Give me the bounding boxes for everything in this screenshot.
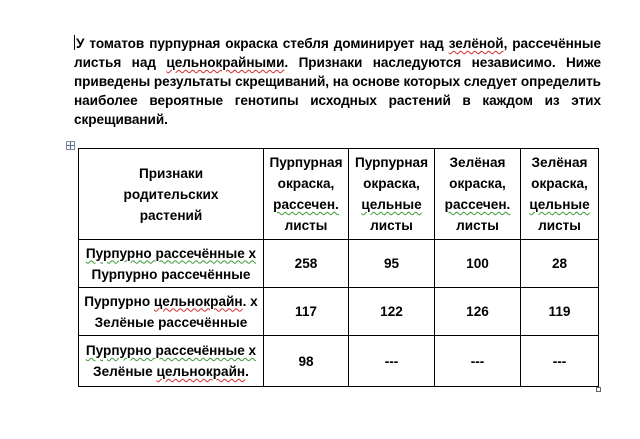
header-cell-purple-dissected[interactable] (264, 149, 349, 240)
table-header-row (79, 149, 599, 240)
header-col3-line3: рассечен. (444, 197, 511, 212)
paragraph-line2-a: листья над (74, 55, 167, 70)
misspelled-word-tselnokraynymi[interactable]: цельнокрайными (166, 55, 285, 70)
table-resize-handle[interactable] (596, 387, 601, 392)
header-traits-line1: Признаки (138, 165, 204, 181)
misspelled-word-zelenoy[interactable]: зелёной (448, 36, 504, 51)
task-paragraph[interactable] (74, 34, 601, 129)
misspelled-word-row2[interactable]: цельнокрайн (153, 293, 243, 309)
row3-value-4[interactable]: --- (521, 336, 599, 387)
header-col2-line1: Пурпурная (354, 155, 429, 170)
header-col2-line3: цельные (361, 197, 422, 212)
row3-value-2[interactable]: --- (349, 336, 435, 387)
crossing-results-table[interactable] (78, 148, 599, 387)
misspelled-word-row3[interactable]: цельнокрайн (156, 364, 246, 379)
paragraph-line3: приведены результаты скрещиваний, на основе которых следует определить (74, 74, 601, 89)
row2-label-line1-c: . х (242, 293, 258, 309)
header-col1-line4: листы (284, 218, 328, 233)
header-col3-line1: Зелёная (449, 155, 506, 170)
header-traits-line2: родительских (123, 186, 219, 202)
paragraph-line1-a: У томатов пурпурная окраска стебля доминирует над (76, 36, 449, 51)
row2-label-line1 (81, 291, 261, 312)
header-col1-line3: рассечен. (273, 197, 339, 212)
header-col1-line2: окраска, (277, 176, 335, 191)
row2-value-4[interactable]: 119 (521, 288, 599, 336)
header-col3-line2: окраска, (449, 176, 506, 191)
header-col1-line1: Пурпурная (269, 155, 343, 170)
row3-label-line2-c: . (245, 364, 249, 379)
paragraph-line5: скрещиваний. (74, 112, 168, 127)
paragraph-line4: наиболее вероятные генотипы исходных растений в каждом из этих (74, 93, 601, 108)
row3-label-line1: Пурпурно рассечённые х (85, 343, 257, 358)
table-row (79, 336, 599, 387)
header-cell-purple-entire[interactable] (349, 149, 435, 240)
table-move-handle[interactable] (66, 141, 75, 150)
header-cell-green-entire[interactable] (521, 149, 599, 240)
row1-value-1[interactable]: 258 (264, 240, 349, 288)
table-row (79, 240, 599, 288)
move-arrows-icon (67, 142, 74, 149)
row3-value-3[interactable]: --- (435, 336, 521, 387)
header-cell-green-dissected[interactable] (435, 149, 521, 240)
row1-label-line2: Пурпурно рассечённые (91, 266, 251, 282)
header-col3-line4: листы (456, 218, 499, 233)
header-col4-line1: Зелёная (531, 155, 588, 170)
row3-value-1[interactable]: 98 (264, 336, 349, 387)
row2-label-line1-a: Пурпурно (84, 293, 154, 309)
row2-value-1[interactable]: 117 (264, 288, 349, 336)
row1-value-2[interactable]: 95 (349, 240, 435, 288)
paragraph-line2-c: . Признаки наследуются независимо. Ниже (284, 55, 602, 70)
header-col4-line2: окраска, (531, 176, 588, 191)
row2-value-2[interactable]: 122 (349, 288, 435, 336)
paragraph-line1-c: , рассечённые (503, 36, 601, 51)
row1-label-line1: Пурпурно рассечённые х (85, 245, 257, 261)
header-col4-line4: листы (538, 218, 581, 233)
header-col2-line4: листы (370, 218, 413, 233)
row2-label-cell[interactable] (79, 288, 264, 336)
header-col4-line3: цельные (529, 197, 590, 212)
row2-value-3[interactable]: 126 (435, 288, 521, 336)
row1-value-4[interactable]: 28 (521, 240, 599, 288)
row3-label-line2 (81, 361, 261, 382)
row1-label-cell[interactable] (79, 240, 264, 288)
row3-label-cell[interactable] (79, 336, 264, 387)
row3-label-line2-a: Зелёные (93, 364, 157, 379)
header-traits-line3: растений (139, 207, 203, 223)
row1-value-3[interactable]: 100 (435, 240, 521, 288)
text-cursor (74, 35, 75, 50)
header-cell-traits[interactable] (79, 149, 264, 240)
header-col2-line2: окраска, (363, 176, 420, 191)
row2-label-line2: Зелёные рассечённые (94, 314, 248, 330)
table-row (79, 288, 599, 336)
